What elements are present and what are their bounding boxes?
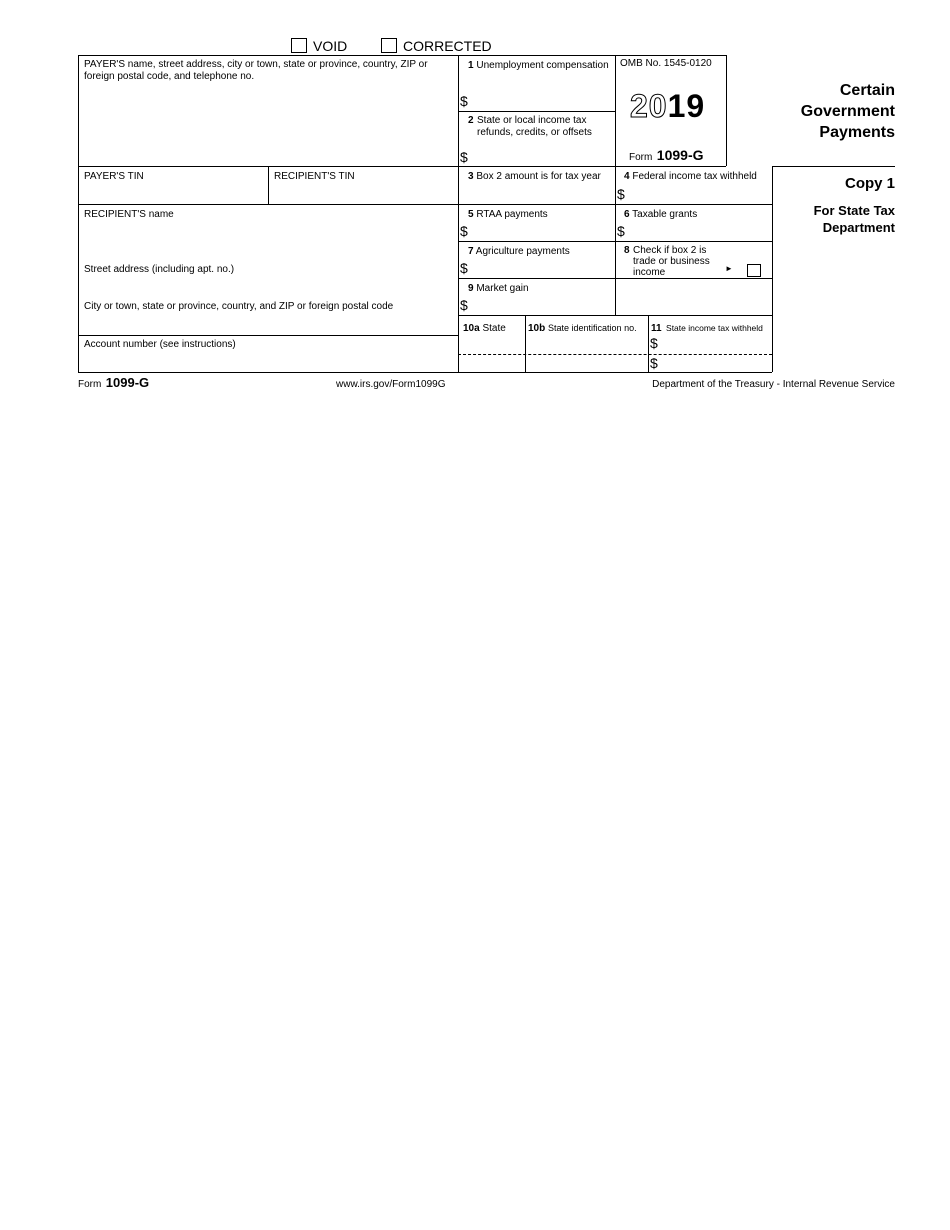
footer-agency: Department of the Treasury - Internal Revenue Service: [652, 379, 895, 390]
omb-number: OMB No. 1545-0120: [620, 58, 712, 69]
box-5-rtaa-field[interactable]: [459, 205, 614, 240]
box-10b-state-id-field[interactable]: [526, 316, 647, 353]
box-7-dollar-sign: $: [460, 260, 468, 276]
box-6-taxable-grants-field[interactable]: [616, 205, 771, 240]
box-6-label: Taxable grants: [632, 209, 698, 220]
box-3-number: 3: [468, 171, 474, 182]
copy-label: Copy 1: [844, 175, 895, 192]
copy-recipient: For State Tax Department: [813, 203, 895, 235]
box-11-dollar-sign-2: $: [650, 355, 658, 371]
recipient-city-label: City or town, state or province, country, and ZIP or foreign postal code: [84, 301, 394, 312]
box-2-label: State or local income tax refunds, credits, or offsets: [477, 115, 592, 138]
box-9-number: 9: [468, 283, 474, 294]
payer-name-field[interactable]: [79, 56, 457, 165]
box-8-label: Check if box 2 is trade or business income: [633, 245, 710, 278]
box-10a-state-field-2[interactable]: [459, 355, 524, 371]
box-1-label: Unemployment compensation: [476, 60, 609, 71]
box-5-dollar-sign: $: [460, 223, 468, 239]
omb-form-number: 1099-G: [656, 147, 704, 163]
box-9-market-gain-field[interactable]: [459, 279, 614, 314]
box-3-tax-year-field[interactable]: [459, 167, 614, 203]
payer-tin-label: PAYER'S TIN: [84, 171, 144, 182]
box-2-number: 2: [468, 115, 474, 126]
box-4-dollar-sign: $: [617, 186, 625, 202]
box-10b-label: State identification no.: [548, 323, 637, 333]
box-9-dollar-sign: $: [460, 297, 468, 313]
footer-form-number: 1099-G: [105, 375, 150, 390]
box-5-number: 5: [468, 209, 474, 220]
box-6-number: 6: [624, 209, 630, 220]
box-1-number: 1: [468, 60, 474, 71]
account-number-field[interactable]: [79, 336, 457, 371]
box-11-label: State income tax withheld: [666, 323, 763, 333]
tax-year: [630, 88, 705, 124]
box-5-label: RTAA payments: [476, 209, 548, 220]
form-title: Certain Government Payments: [800, 82, 895, 141]
recipient-tin-field[interactable]: [269, 167, 457, 203]
box-7-number: 7: [468, 246, 474, 257]
box-4-label: Federal income tax withheld: [632, 171, 757, 182]
recipient-street-label: Street address (including apt. no.): [84, 264, 235, 275]
payer-name-label: PAYER'S name, street address, city or town, state or province, country, ZIP or foreign postal code, and telephone no.: [84, 59, 428, 82]
box-7-agriculture-field[interactable]: [459, 242, 614, 277]
box-11-state-withheld-field[interactable]: [649, 316, 771, 353]
box-7-label: Agriculture payments: [475, 246, 570, 257]
payer-tin-field[interactable]: [79, 167, 267, 203]
box-10b-state-id-field-2[interactable]: [526, 355, 647, 371]
box-8-arrow-icon: ►: [725, 264, 733, 273]
box-1-unemployment-field[interactable]: [459, 56, 614, 110]
footer-url: www.irs.gov/Form1099G: [336, 379, 446, 390]
recipient-tin-label: RECIPIENT'S TIN: [274, 171, 355, 182]
box-10a-state-field[interactable]: [459, 316, 524, 353]
box-4-number: 4: [624, 171, 630, 182]
box-10a-label: State: [482, 323, 506, 334]
omb-form-prefix: Form: [629, 152, 653, 163]
tax-year-bold: 19: [667, 88, 706, 124]
box-2-state-refunds-field[interactable]: [459, 112, 614, 165]
recipient-city-field[interactable]: [79, 297, 457, 334]
box-6-dollar-sign: $: [617, 223, 625, 239]
box-10b-number: 10b: [528, 323, 546, 334]
box-8-checkbox[interactable]: [747, 264, 761, 277]
box-11-dollar-sign: $: [650, 335, 658, 351]
void-label: VOID: [313, 38, 348, 54]
footer-form-id: [78, 374, 149, 392]
box-11-state-withheld-field-2[interactable]: [649, 355, 771, 371]
corrected-label: CORRECTED: [403, 38, 492, 54]
box-8-trade-business: [616, 242, 771, 277]
box-3-label: Box 2 amount is for tax year: [476, 171, 601, 182]
recipient-name-field[interactable]: [79, 205, 457, 259]
corrected-checkbox[interactable]: [381, 38, 397, 53]
box-9-label: Market gain: [476, 283, 529, 294]
box-4-federal-withheld-field[interactable]: [616, 167, 771, 203]
box-2-dollar-sign: $: [460, 149, 468, 165]
recipient-street-field[interactable]: [79, 259, 457, 297]
box-1-dollar-sign: $: [460, 93, 468, 109]
footer-form-prefix: Form: [78, 379, 102, 390]
box-11-number: 11: [651, 323, 662, 334]
void-checkbox[interactable]: [291, 38, 307, 53]
recipient-name-label: RECIPIENT'S name: [84, 209, 174, 220]
tax-year-outline: 20: [630, 88, 668, 124]
account-number-label: Account number (see instructions): [84, 339, 236, 350]
omb-form-id: [629, 147, 704, 165]
box-8-number: 8: [624, 245, 630, 256]
box-10a-number: 10a: [463, 323, 480, 334]
